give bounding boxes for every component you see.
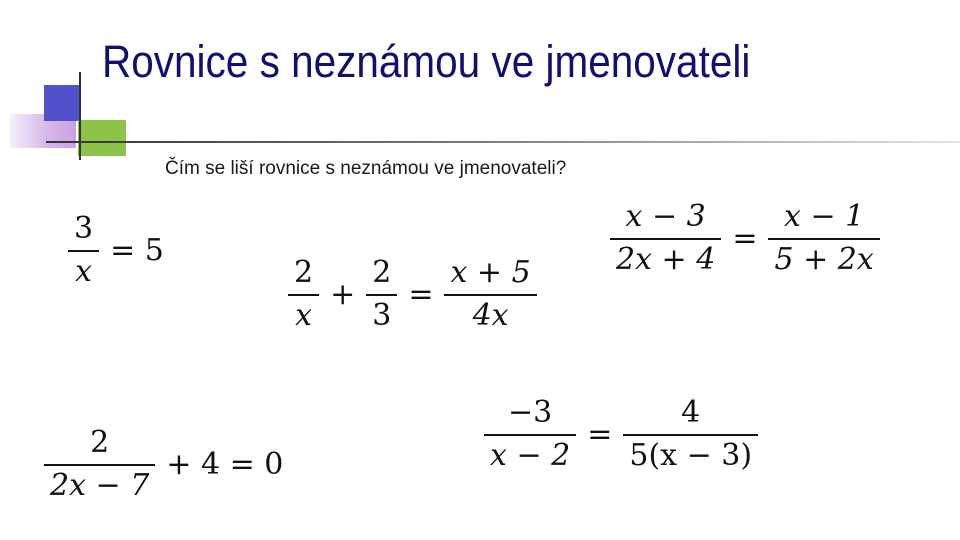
fraction-bar bbox=[44, 464, 155, 466]
fraction-bar bbox=[288, 294, 319, 296]
fraction bbox=[484, 396, 576, 473]
fraction-bar bbox=[444, 294, 536, 296]
denominator: 5 + 2x bbox=[774, 241, 874, 277]
numerator: 3 bbox=[74, 211, 94, 246]
equation-1 bbox=[62, 212, 169, 289]
fraction-bar bbox=[68, 250, 99, 252]
slide-title: Rovnice s neznámou ve jmenovateli bbox=[102, 36, 751, 87]
fraction bbox=[288, 256, 319, 333]
fraction-bar bbox=[366, 294, 397, 296]
numerator: x − 3 bbox=[625, 199, 706, 234]
numerator: x + 5 bbox=[450, 255, 531, 290]
fraction-bar bbox=[768, 238, 879, 240]
numerator: −3 bbox=[507, 395, 553, 430]
equals-sign: = bbox=[587, 417, 613, 452]
fraction bbox=[366, 256, 397, 333]
numerator: 2 bbox=[372, 255, 392, 290]
decor-vertical-line bbox=[79, 72, 81, 160]
equals-sign: = bbox=[732, 221, 758, 256]
denominator: x bbox=[75, 253, 92, 289]
denominator: 4x bbox=[472, 297, 509, 333]
numerator: 2 bbox=[294, 255, 314, 290]
equation-3 bbox=[604, 200, 886, 277]
decor-green-square bbox=[78, 120, 126, 156]
equation-rest: + 4 = 0 bbox=[166, 447, 284, 482]
denominator: 3 bbox=[372, 297, 392, 333]
denominator: 5(x − 3) bbox=[629, 437, 753, 473]
numerator: 4 bbox=[681, 395, 701, 430]
slide-question: Čím se liší rovnice s neznámou ve jmenovateli? bbox=[165, 158, 567, 179]
equation-2 bbox=[282, 256, 543, 333]
fraction bbox=[768, 200, 879, 277]
fraction bbox=[444, 256, 536, 333]
fraction bbox=[610, 200, 721, 277]
fraction bbox=[68, 212, 99, 289]
denominator: 2x − 7 bbox=[50, 467, 150, 503]
fraction-bar bbox=[610, 238, 721, 240]
numerator: x − 1 bbox=[784, 199, 865, 234]
fraction-bar bbox=[623, 434, 758, 436]
fraction bbox=[623, 396, 758, 473]
numerator: 2 bbox=[90, 425, 110, 460]
equation-5 bbox=[478, 396, 764, 473]
equation-rest: = 5 bbox=[110, 233, 164, 268]
equation-4 bbox=[38, 426, 288, 503]
decor-blue-square bbox=[44, 85, 80, 121]
denominator: x bbox=[295, 297, 312, 333]
plus-operator: + bbox=[330, 277, 356, 312]
denominator: x − 2 bbox=[490, 437, 571, 473]
denominator: 2x + 4 bbox=[616, 241, 716, 277]
title-underline bbox=[46, 141, 960, 143]
fraction-bar bbox=[484, 434, 576, 436]
fraction bbox=[44, 426, 155, 503]
equals-sign: = bbox=[408, 277, 434, 312]
